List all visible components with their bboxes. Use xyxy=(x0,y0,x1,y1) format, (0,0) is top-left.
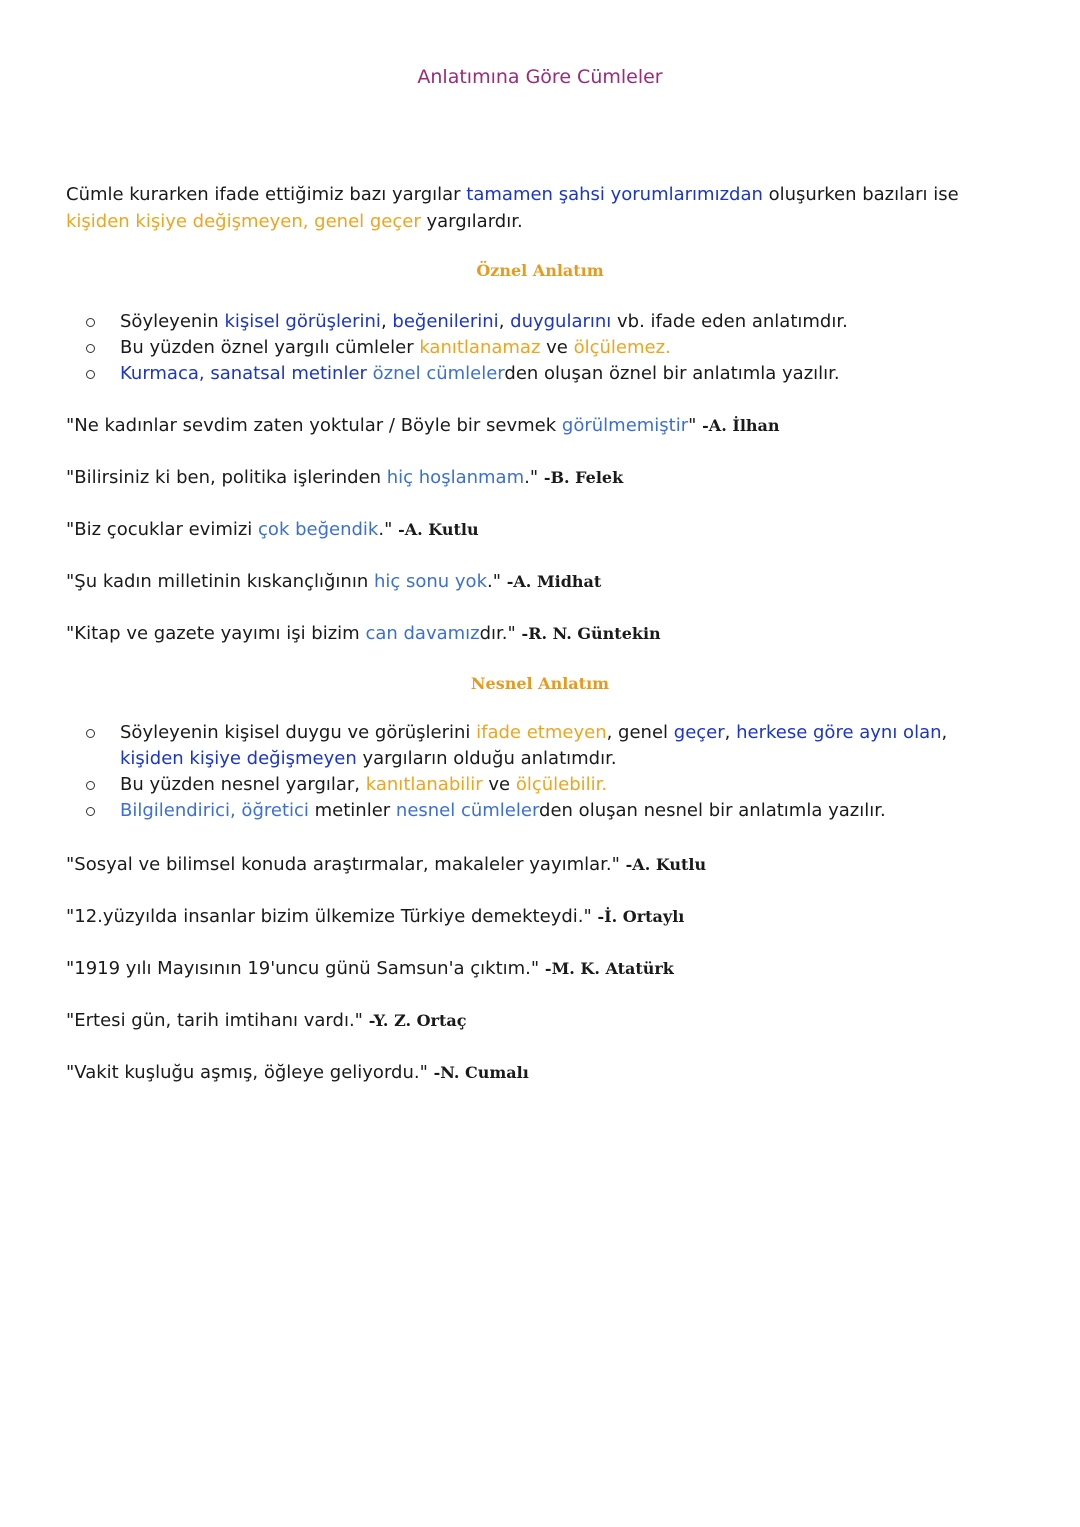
highlighted-text: Kurmaca, sanatsal metinler xyxy=(120,363,367,384)
bullet-item xyxy=(66,361,1016,387)
highlighted-text: ifade etmeyen xyxy=(476,722,607,743)
highlighted-text: geçer xyxy=(673,722,725,743)
quote-author: -A. Kutlu xyxy=(398,520,479,539)
highlighted-text: kişisel görüşlerini xyxy=(224,311,381,332)
quote-author: -A. İlhan xyxy=(702,416,780,435)
circle-bullet-icon xyxy=(86,370,95,379)
circle-bullet-icon xyxy=(86,318,95,327)
highlighted-text: duygularını xyxy=(510,311,612,332)
highlighted-text: ölçülemez. xyxy=(573,337,671,358)
text-segment: "Ne kadınlar sevdim zaten yoktular / Böyle bir sevmek xyxy=(66,415,562,436)
example-quote xyxy=(66,621,1026,647)
text-segment: vb. ifade eden anlatımdır. xyxy=(611,311,848,332)
highlighted-text: beğenilerini xyxy=(392,311,499,332)
text-segment: "Şu kadın milletinin kıskançlığının xyxy=(66,571,374,592)
example-quote xyxy=(66,569,1026,595)
quote-author: -M. K. Atatürk xyxy=(544,959,674,978)
highlighted-text: can davamız xyxy=(365,623,480,644)
highlighted-text: kanıtlanamaz xyxy=(419,337,541,358)
section-heading-oznel: Öznel Anlatım xyxy=(476,261,604,280)
example-quote xyxy=(66,956,1026,982)
text-segment: den oluşan öznel bir anlatımla yazılır. xyxy=(504,363,840,384)
text-segment: Söyleyenin kişisel duygu ve görüşlerini xyxy=(120,722,477,743)
highlighted-text: hiç sonu yok xyxy=(373,571,487,592)
text-segment: , xyxy=(380,311,393,332)
quote-author: -B. Felek xyxy=(543,468,624,487)
text-segment: , xyxy=(941,722,948,743)
text-segment: "Biz çocuklar evimizi xyxy=(66,519,259,540)
text-segment: dır." xyxy=(479,623,516,644)
text-segment: , xyxy=(498,311,511,332)
highlighted-text: tamamen şahsi yorumlarımızdan xyxy=(466,184,763,205)
text-segment: Cümle kurarken ifade ettiğimiz bazı yargılar xyxy=(66,184,467,205)
example-quote xyxy=(66,852,1026,878)
circle-bullet-icon xyxy=(86,807,95,816)
text-segment: ." xyxy=(524,467,539,488)
highlighted-text: kişiden kişiye değişmeyen xyxy=(120,748,357,769)
circle-bullet-icon xyxy=(86,781,95,790)
text-segment: oluşurken bazıları ise xyxy=(762,184,959,205)
text-segment: ve xyxy=(540,337,574,358)
quote-author: -Y. Z. Ortaç xyxy=(368,1011,467,1030)
text-segment: yargılardır. xyxy=(420,211,523,232)
intro-paragraph xyxy=(66,181,1026,235)
text-segment: metinler xyxy=(308,800,396,821)
bullet-item xyxy=(66,309,1016,335)
bullet-item xyxy=(66,720,1016,772)
example-quote xyxy=(66,904,1026,930)
quote-author: -R. N. Güntekin xyxy=(521,624,661,643)
text-segment: "1919 yılı Mayısının 19'uncu günü Samsun'a çıktım." xyxy=(66,958,540,979)
highlighted-text: ölçülebilir. xyxy=(515,774,608,795)
bullet-item xyxy=(66,772,1016,798)
page-title: Anlatımına Göre Cümleler xyxy=(417,66,663,88)
quote-author: -A. Kutlu xyxy=(625,855,707,874)
text-segment: Bu yüzden öznel yargılı cümleler xyxy=(120,337,420,358)
quote-author: -N. Cumalı xyxy=(433,1063,529,1082)
bullet-item xyxy=(66,798,1016,824)
circle-bullet-icon xyxy=(86,729,95,738)
section-heading-nesnel: Nesnel Anlatım xyxy=(470,674,610,693)
text-segment: "Kitap ve gazete yayımı işi bizim xyxy=(66,623,366,644)
highlighted-text: herkese göre aynı olan xyxy=(736,722,942,743)
text-segment: "Bilirsiniz ki ben, politika işlerinden xyxy=(66,467,387,488)
highlighted-text: öznel cümleler xyxy=(372,363,505,384)
example-quote xyxy=(66,1060,1026,1086)
text-segment: ." xyxy=(378,519,393,540)
example-quote xyxy=(66,517,1026,543)
highlighted-text: kanıtlanabilir xyxy=(365,774,483,795)
text-segment: ." xyxy=(487,571,502,592)
highlighted-text: çok beğendik xyxy=(258,519,379,540)
highlighted-text: görülmemiştir xyxy=(561,415,689,436)
text-segment: ve xyxy=(482,774,516,795)
text-segment: "Ertesi gün, tarih imtihanı vardı." xyxy=(66,1010,363,1031)
quote-author: -A. Midhat xyxy=(506,572,602,591)
example-quote xyxy=(66,413,1026,439)
text-segment: yargıların olduğu anlatımdır. xyxy=(356,748,617,769)
text-segment: "12.yüzyılda insanlar bizim ülkemize Türkiye demekteydi." xyxy=(66,906,592,927)
text-segment: Söyleyenin xyxy=(120,311,225,332)
bullet-item xyxy=(66,335,1016,361)
highlighted-text: kişiden kişiye değişmeyen, genel geçer xyxy=(66,211,421,232)
text-segment: Bu yüzden nesnel yargılar, xyxy=(120,774,366,795)
circle-bullet-icon xyxy=(86,344,95,353)
text-segment: den oluşan nesnel bir anlatımla yazılır. xyxy=(539,800,886,821)
bullet-list-nesnel xyxy=(66,720,1016,824)
text-segment: " xyxy=(688,415,697,436)
text-segment: "Sosyal ve bilimsel konuda araştırmalar, makaleler yayımlar." xyxy=(66,854,620,875)
text-segment: "Vakit kuşluğu aşmış, öğleye geliyordu." xyxy=(66,1062,428,1083)
highlighted-text: hiç hoşlanmam xyxy=(386,467,525,488)
example-quote xyxy=(66,1008,1026,1034)
quote-author: -İ. Ortaylı xyxy=(597,907,685,926)
highlighted-text: nesnel cümleler xyxy=(395,800,540,821)
example-quote xyxy=(66,465,1026,491)
highlighted-text: Bilgilendirici, öğretici xyxy=(120,800,309,821)
text-segment: , xyxy=(724,722,737,743)
text-segment: , genel xyxy=(606,722,674,743)
bullet-list-oznel xyxy=(66,309,1016,387)
